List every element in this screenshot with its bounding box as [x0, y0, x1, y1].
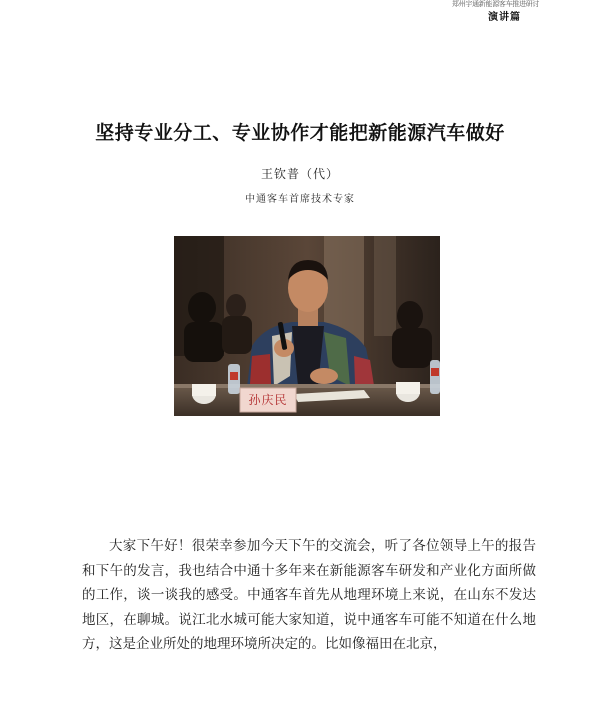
speaker-photo-illustration [174, 236, 440, 416]
article-title: 坚持专业分工、专业协作才能把新能源汽车做好 [95, 122, 505, 144]
section-label: 演讲篇 [488, 12, 521, 23]
speaker-nameplate: 孙庆民 [248, 393, 288, 407]
author-affiliation: 中通客车首席技术专家 [245, 194, 355, 205]
article-body: 大家下午好！很荣幸参加今天下午的交流会，听了各位领导上午的报告和下午的发言，我也结合中通十多年来在新能源客车研发和产业化方面所做的工作，谈一谈我的感受。中通客车首先从地理环境上来说，在山东不发达地区，在聊城。说江北水城可能大家知道，说中通客车可能不知道在什么地方，这是企业所处的地理环境所决定的。比如像福田在北京， [82, 538, 536, 652]
speaker-photo [174, 236, 440, 416]
running-head: 郑州宇通新能源客车推进研讨 [452, 0, 540, 8]
article-author: 王钦普（代） [260, 167, 339, 181]
